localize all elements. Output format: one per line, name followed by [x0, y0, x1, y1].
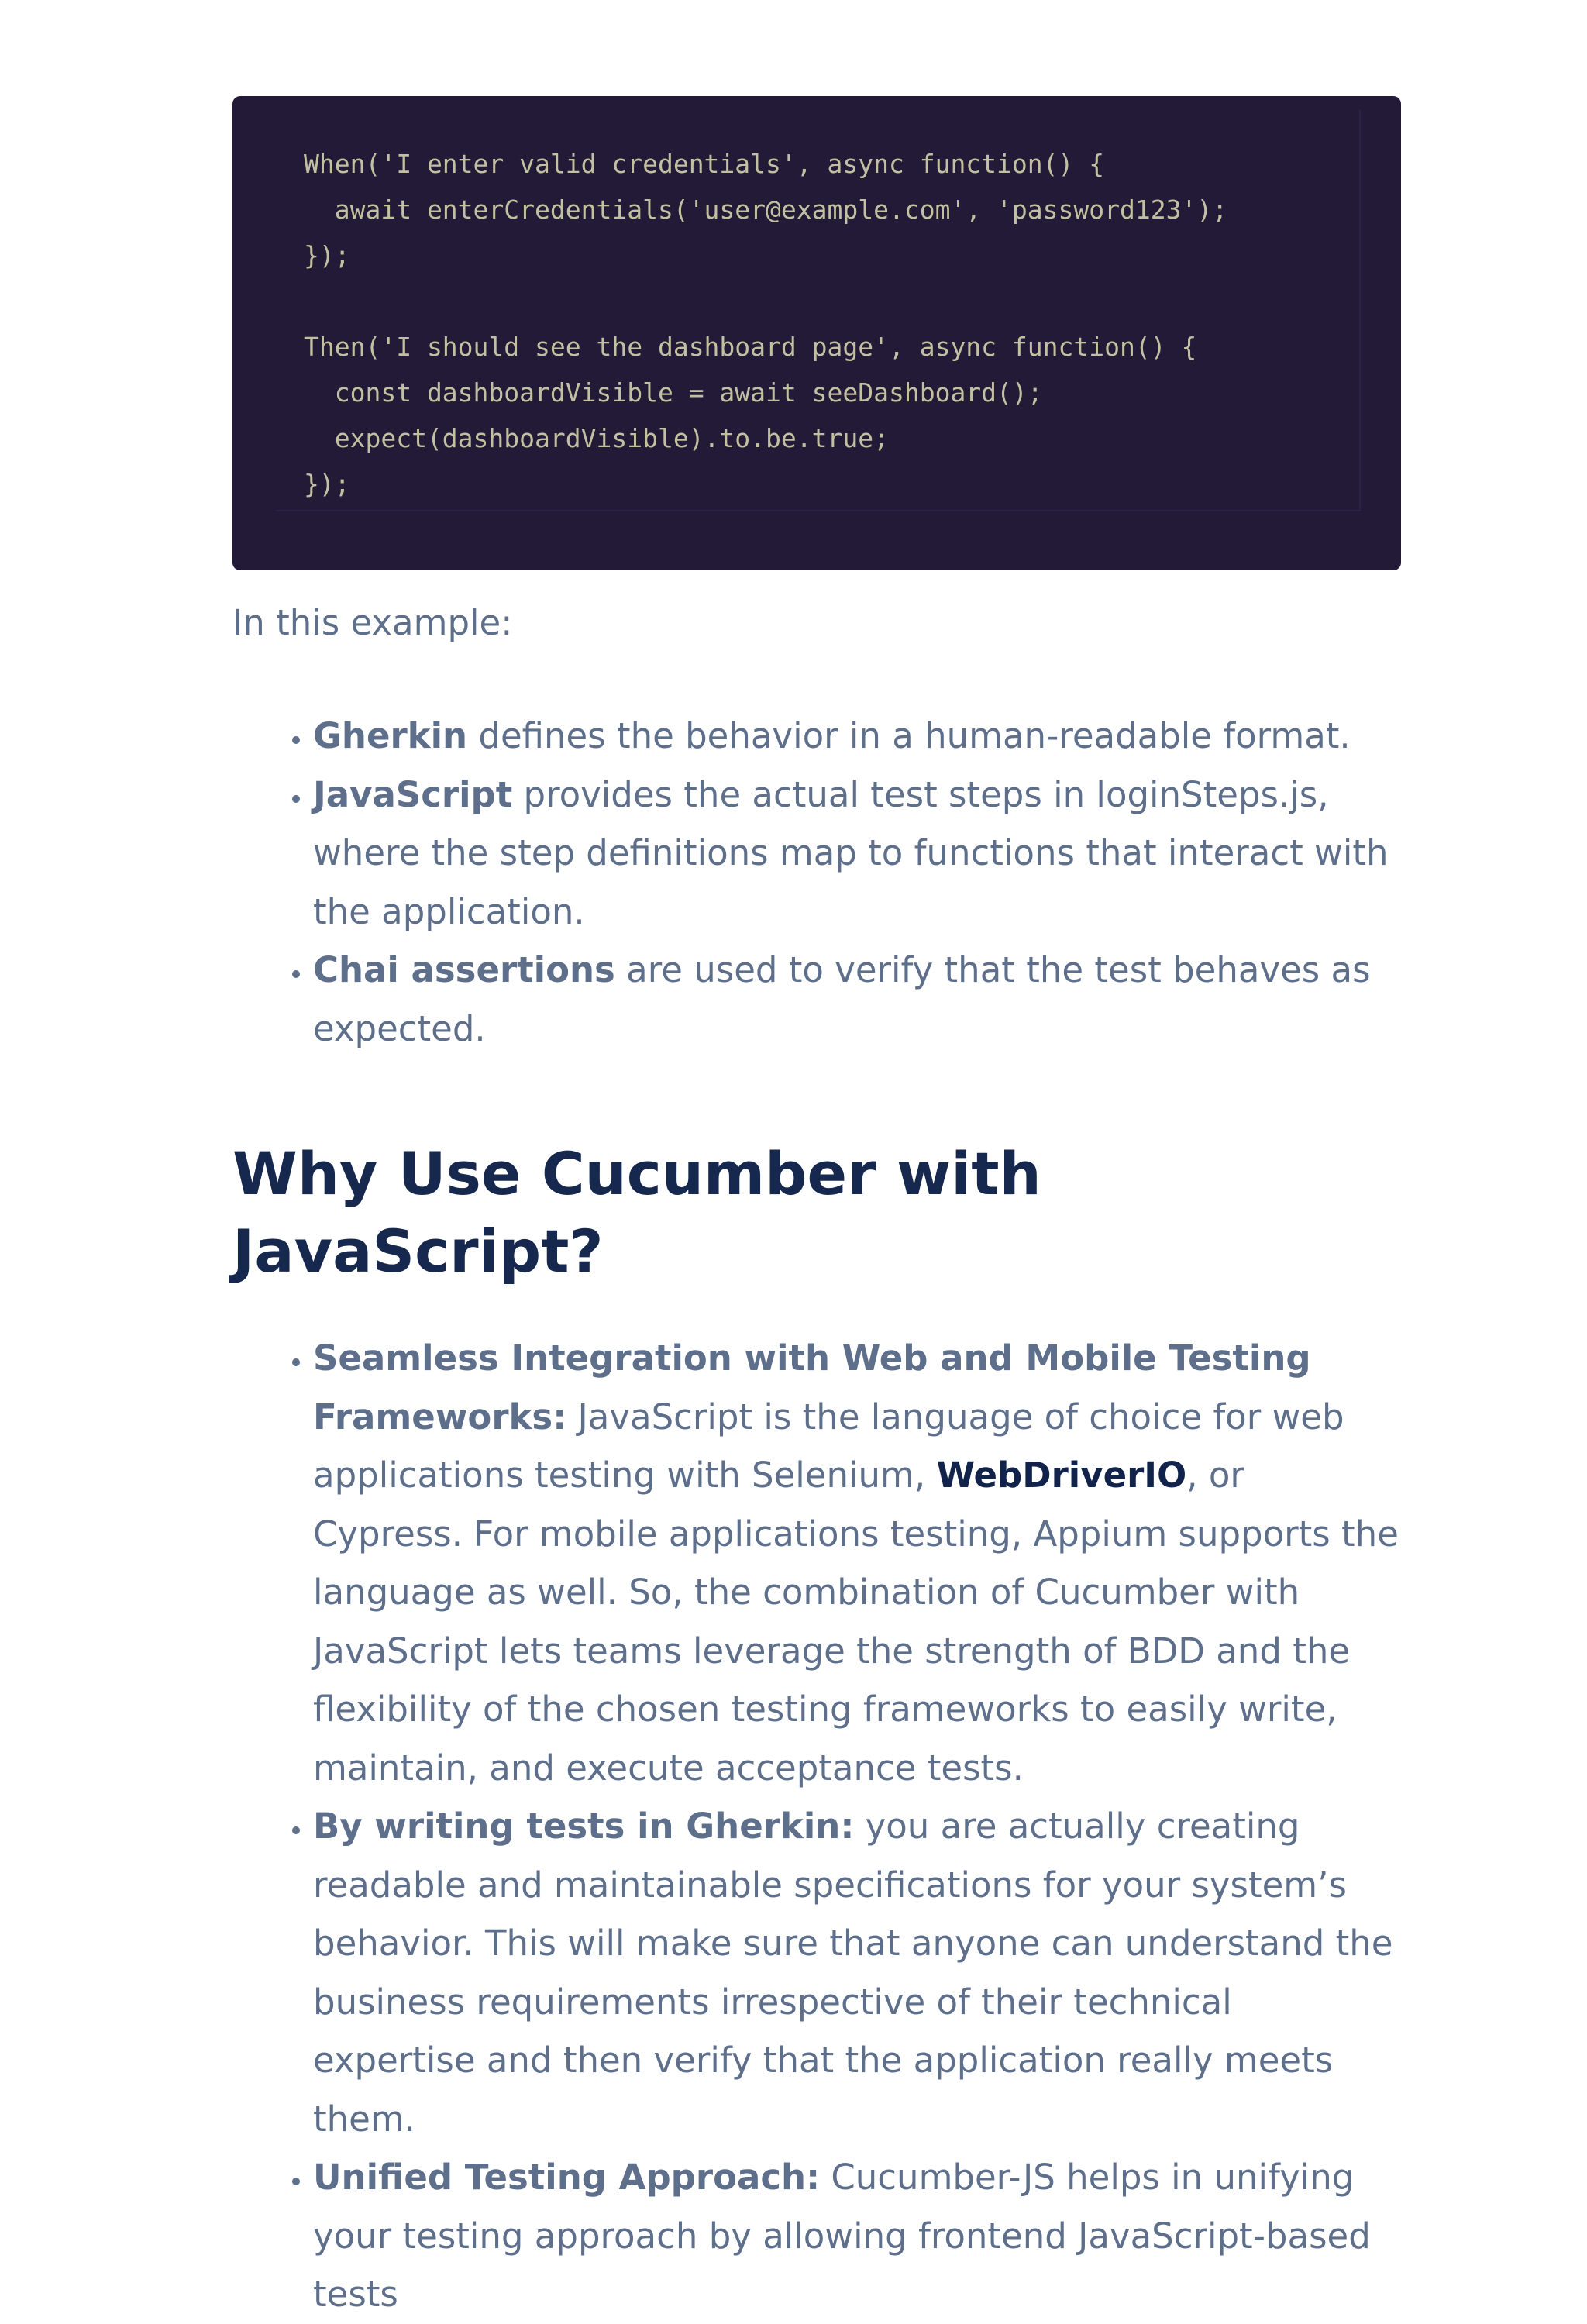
code-line: Then('I should see the dashboard page', async function() { — [304, 332, 1197, 362]
list-item-text: provides the actual test steps in loginSteps.js, where the step definitions map to functions that interact with the application. — [313, 773, 1389, 932]
list-item-text: are used to verify that the test behaves as expected. — [313, 949, 1371, 1049]
list-item-text: defines the behavior in a human-readable format. — [467, 715, 1351, 756]
code-line: When('I enter valid credentials', async function() { — [304, 149, 1105, 179]
list-item-text: Cucumber-JS helps in unifying your testing approach by allowing frontend JavaScript-based tests — [313, 2157, 1371, 2315]
list-item-bold: Unified Testing Approach: — [313, 2157, 821, 2198]
list-item — [313, 941, 1401, 1058]
code-line: }); — [304, 469, 350, 499]
article-content — [232, 96, 1401, 2324]
list-item-text: , or Cypress. For mobile applications testing, Appium supports the language as well. So, the combination of Cucumber with JavaScript lets teams leverage the strength of BDD and the flexibility of the chosen testing frameworks to easily write, maintain, and execute acceptance tests. — [313, 1455, 1399, 1789]
example-points-list — [232, 707, 1401, 1058]
intro-paragraph: In this example: — [232, 602, 513, 643]
list-item — [313, 2148, 1401, 2324]
list-item — [313, 1329, 1401, 1797]
code-line — [304, 278, 1361, 324]
list-item-bold: Gherkin — [313, 715, 468, 756]
list-item — [313, 707, 1401, 766]
code-line: expect(dashboardVisible).to.be.true; — [304, 423, 889, 453]
code-line: }); — [304, 240, 350, 270]
code-line: await enterCredentials('user@example.com', 'password123'); — [304, 195, 1228, 225]
list-item-text: JavaScript is the language of choice for web applications testing with Selenium, — [313, 1396, 1344, 1496]
list-item — [313, 1797, 1401, 2148]
list-item-bold: Seamless Integration with Web and Mobile Testing Frameworks: — [313, 1338, 1311, 1437]
benefits-list — [232, 1329, 1401, 2324]
list-item-bold: JavaScript — [313, 773, 513, 815]
webdriverio-link[interactable]: WebDriverIO — [936, 1455, 1187, 1496]
list-item-text: you are actually creating readable and maintainable specifications for your system’s behavior. This will make sure that anyone can understand the business requirements irrespective of their technical expertise and then verify that the application really meets them. — [313, 1806, 1393, 2140]
list-item-bold: Chai assertions — [313, 949, 615, 990]
list-item — [313, 766, 1401, 942]
code-block — [232, 96, 1401, 570]
list-item-bold: By writing tests in Gherkin: — [313, 1806, 855, 1847]
code-line: const dashboardVisible = await seeDashboard(); — [304, 377, 1043, 408]
section-heading: Why Use Cucumber with JavaScript? — [232, 1139, 1041, 1286]
